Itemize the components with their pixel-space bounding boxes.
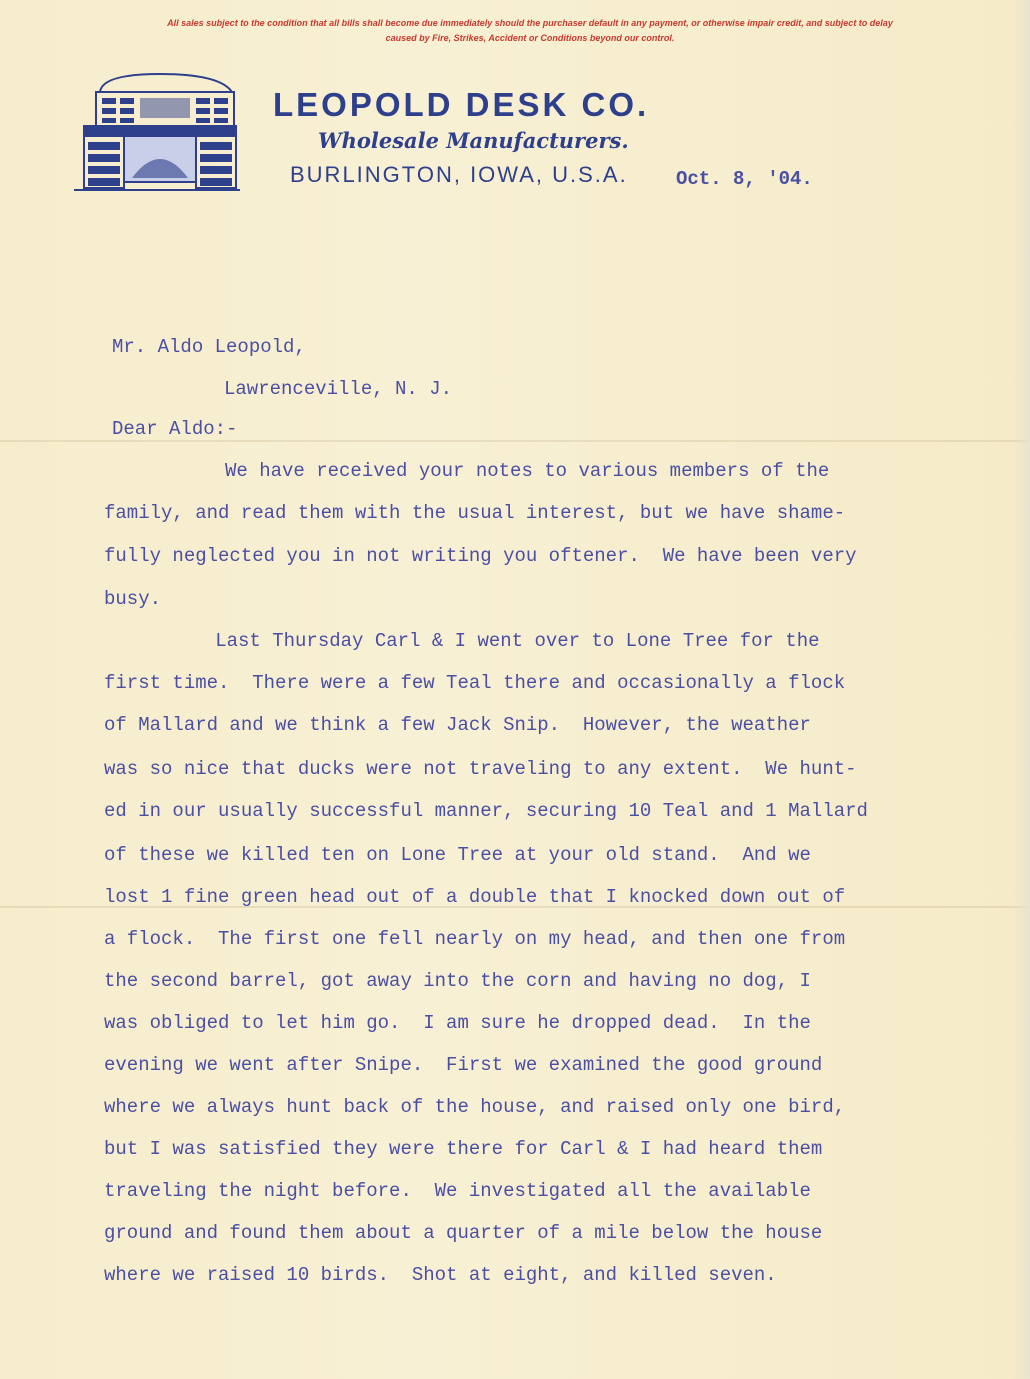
body-line: of these we killed ten on Lone Tree at your old stand. And we xyxy=(104,844,811,866)
disclaimer-line-1: All sales subject to the condition that all bills shall become due immediately should the purchaser default in any payment, or otherwise impair credit, and subject to delay xyxy=(167,18,893,28)
roll-top-desk-icon xyxy=(70,70,242,194)
body-line: the second barrel, got away into the corn and having no dog, I xyxy=(104,970,811,992)
company-address: BURLINGTON, IOWA, U.S.A. xyxy=(290,162,628,187)
body-line: fully neglected you in not writing you oftener. We have been very xyxy=(104,545,857,567)
body-line: Last Thursday Carl & I went over to Lone Tree for the xyxy=(124,630,820,652)
sales-disclaimer xyxy=(120,16,940,46)
body-line: where we always hunt back of the house, and raised only one bird, xyxy=(104,1096,846,1118)
recipient-name: Mr. Aldo Leopold, xyxy=(112,336,306,358)
body-line: lost 1 fine green head out of a double that I knocked down out of xyxy=(104,886,846,908)
body-line: busy. xyxy=(104,588,162,610)
salutation: Dear Aldo:- xyxy=(112,418,238,440)
body-line: We have received your notes to various members of the xyxy=(225,460,830,482)
body-line: ground and found them about a quarter of a mile below the house xyxy=(104,1222,823,1244)
company-tagline: Wholesale Manufacturers. xyxy=(318,128,629,153)
body-line: but I was satisfied they were there for Carl & I had heard them xyxy=(104,1138,823,1160)
paper-torn-edge xyxy=(1012,0,1030,1379)
paper-fold xyxy=(0,440,1030,442)
body-line: first time. There were a few Teal there and occasionally a flock xyxy=(104,672,846,694)
recipient-place: Lawrenceville, N. J. xyxy=(224,378,453,400)
company-name: LEOPOLD DESK CO. xyxy=(273,86,650,123)
body-line: traveling the night before. We investigated all the available xyxy=(104,1180,811,1202)
body-line: ed in our usually successful manner, securing 10 Teal and 1 Mallard xyxy=(104,800,868,822)
body-line: where we raised 10 birds. Shot at eight, and killed seven. xyxy=(104,1264,777,1286)
body-line: evening we went after Snipe. First we examined the good ground xyxy=(104,1054,823,1076)
body-line: a flock. The first one fell nearly on my head, and then one from xyxy=(104,928,846,950)
disclaimer-line-2: caused by Fire, Strikes, Accident or Conditions beyond our control. xyxy=(385,33,675,43)
body-line: of Mallard and we think a few Jack Snip. However, the weather xyxy=(104,714,811,736)
body-line: was obliged to let him go. I am sure he dropped dead. In the xyxy=(104,1012,811,1034)
body-line: was so nice that ducks were not traveling to any extent. We hunt- xyxy=(104,758,857,780)
letter-date: Oct. 8, '04. xyxy=(676,168,813,190)
body-line: family, and read them with the usual interest, but we have shame- xyxy=(104,502,846,524)
